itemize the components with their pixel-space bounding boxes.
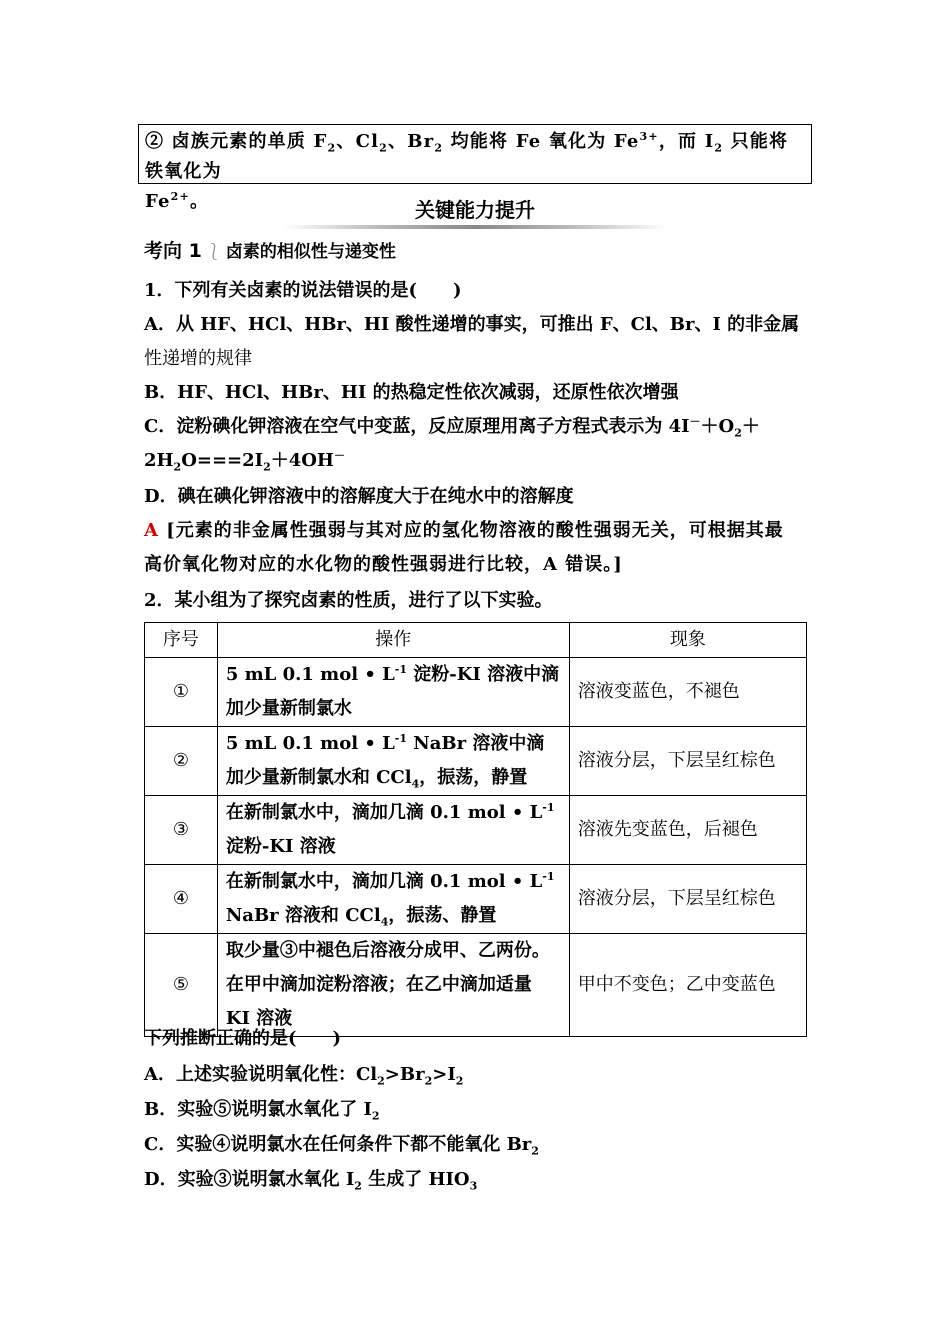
note-text: ② 卤族元素的单质 F (145, 131, 328, 152)
note-text: Fe (145, 191, 171, 212)
q1-option-d: D．碘在碘化钾溶液中的溶解度大于在纯水中的溶解度 (144, 486, 574, 507)
text: >Br (384, 1064, 425, 1085)
q1-option-c-line2 (144, 444, 808, 478)
superscript: -1 (394, 663, 408, 676)
answer-letter: A (144, 520, 159, 541)
text: ＋4OH (270, 450, 334, 471)
text: D．实验③说明氯水氧化 I (144, 1169, 355, 1190)
superscript: -1 (542, 801, 555, 814)
q1-answer-line1 (144, 514, 808, 548)
q2-after-text: 下列推断正确的是( ) (144, 1028, 342, 1049)
subscript: 4 (411, 777, 420, 791)
subscript: 2 (263, 460, 271, 474)
text: 在新制氯水中，滴加几滴 0.1 mol • L (225, 871, 543, 892)
note-text: 均能将 Fe 氧化为 Fe (443, 131, 640, 152)
row-phenomenon: 甲中不变色；乙中变蓝色 (569, 934, 806, 1037)
text: >I (432, 1064, 456, 1085)
q1-option-c-line1 (144, 410, 808, 444)
row-operation (217, 796, 569, 865)
row-operation (217, 658, 569, 727)
note-text: 、Cl (336, 131, 380, 152)
q1-option-a-line1: A．从 HF、HCl、HBr、HI 酸性递增的事实，可推出 F、Cl、Br、I 的非金属 (144, 314, 800, 335)
q2-option-a (144, 1058, 808, 1092)
table-row (145, 865, 807, 934)
row-phenomenon: 溶液分层，下层呈红棕色 (569, 727, 806, 796)
row-phenomenon: 溶液先变蓝色，后褪色 (569, 796, 806, 865)
note-text: 。 (189, 191, 210, 212)
text: 2H (144, 450, 174, 471)
header-phenomenon: 现象 (569, 623, 806, 658)
subscript: 2 (531, 1144, 539, 1158)
row-no: ⑤ (145, 934, 218, 1037)
text: 在新制氯水中，滴加几滴 0.1 mol • L (225, 802, 543, 823)
note-text: ，而 I (658, 131, 715, 152)
text: 5 mL 0.1 mol • L (225, 664, 395, 685)
text: 淀粉-KI 溶液中滴加少量新制氯水 (225, 664, 560, 719)
superscript: － (333, 449, 345, 462)
row-operation (217, 727, 569, 796)
subscript: 2 (371, 1109, 380, 1123)
experiment-table (144, 622, 807, 1037)
q1-answer-line2: 高价氧化物对应的水化物的酸性强弱进行比较，A 错误。] (144, 554, 623, 575)
q2-stem: 2．某小组为了探究卤素的性质，进行了以下实验。 (144, 590, 553, 611)
text: B．实验⑤说明氯水氧化了 I (144, 1099, 372, 1120)
q2-option-d (144, 1163, 808, 1197)
subscript: 2 (173, 460, 182, 474)
text: ＋O (700, 416, 735, 437)
subscript: 2 (424, 1074, 433, 1088)
text: ，振荡，静置 (419, 767, 528, 788)
q1-option-b: B．HF、HCl、HBr、HI 的热稳定性依次减弱，还原性依次增强 (144, 382, 679, 403)
table-row (145, 727, 807, 796)
text: NaBr 溶液中滴加少量新制氯水和 CCl (225, 733, 545, 788)
q1-option-a-line2: 性递增的规律 (144, 348, 252, 369)
table-row (145, 658, 807, 727)
subscript: 2 (714, 141, 724, 155)
subscript: 2 (455, 1074, 464, 1088)
row-no: ② (145, 727, 218, 796)
note-text: 只能将铁氧化为 (145, 131, 789, 182)
note-text: 、Br (388, 131, 435, 152)
q2-option-b (144, 1093, 808, 1127)
row-phenomenon: 溶液分层，下层呈红棕色 (569, 865, 806, 934)
row-operation (217, 865, 569, 934)
row-phenomenon: 溶液变蓝色，不褪色 (569, 658, 806, 727)
section-title: 关键能力提升 (415, 198, 535, 222)
superscript: -1 (542, 870, 555, 883)
section-banner (282, 195, 668, 231)
brace-icon: ⎱ (205, 242, 222, 261)
superscript: － (689, 415, 701, 428)
q1-stem: 1．下列有关卤素的说法错误的是( ) (144, 280, 462, 301)
banner-underline (282, 225, 668, 229)
row-no: ① (145, 658, 218, 727)
subscript: 3 (469, 1179, 478, 1193)
subscript: 2 (379, 141, 388, 155)
subscript: 4 (380, 915, 389, 929)
text: C．淀粉碘化钾溶液在空气中变蓝，反应原理用离子方程式表示为 4I (144, 416, 690, 437)
text: NaBr 溶液和 CCl (225, 905, 381, 926)
kaoxiang-title: 卤素的相似性与递变性 (225, 242, 396, 262)
text: O===2I (181, 450, 264, 471)
row-no: ③ (145, 796, 218, 865)
table-row (145, 796, 807, 865)
text: 生成了 HIO (361, 1169, 470, 1190)
subscript: 2 (327, 141, 337, 155)
row-no: ④ (145, 865, 218, 934)
q2-option-c (144, 1128, 808, 1162)
subscript: 2 (354, 1179, 362, 1193)
subscript: 2 (734, 426, 742, 440)
text: 5 mL 0.1 mol • L (225, 733, 395, 754)
answer-text: [元素的非金属性强弱与其对应的氢化物溶液的酸性强弱无关，可根据其最 (158, 520, 784, 541)
text: 淀粉-KI 溶液 (225, 836, 336, 857)
text: C．实验④说明氯水在任何条件下都不能氧化 Br (144, 1134, 532, 1155)
superscript: -1 (394, 732, 408, 745)
text: ＋ (741, 416, 760, 437)
kaoxiang-label: 考向 1 (144, 240, 202, 262)
subscript: 2 (377, 1074, 385, 1088)
superscript: 3+ (639, 130, 659, 143)
subscript: 2 (434, 141, 444, 155)
header-no: 序号 (145, 623, 218, 658)
text: ，振荡、静置 (388, 905, 497, 926)
header-operation: 操作 (217, 623, 569, 658)
kaoxiang-heading (144, 236, 396, 266)
table-header-row (145, 623, 807, 658)
row-operation: 取少量③中褪色后溶液分成甲、乙两份。在甲中滴加淀粉溶液；在乙中滴加适量 KI 溶液 (217, 934, 569, 1037)
superscript: 2+ (170, 190, 190, 203)
text: A．上述实验说明氧化性：Cl (144, 1064, 378, 1085)
